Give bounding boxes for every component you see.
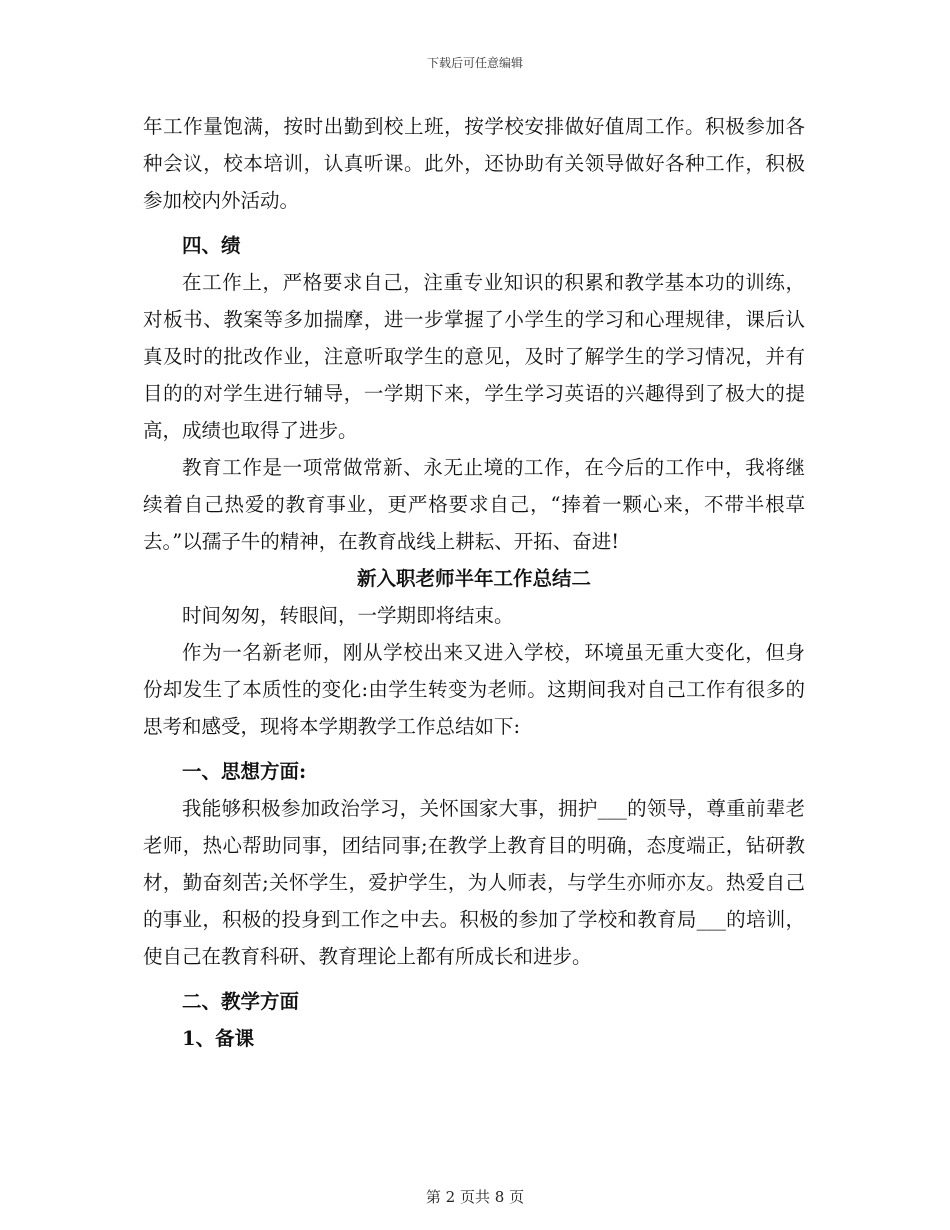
paragraph: 教育工作是一项常做常新、永无止境的工作，在今后的工作中，我将继续着自己热爱的教育事业，更严格要求自己，“捧着一颗心来，不带半根草去。”以孺子牛的精神，在教育战线上耕耘、开拓、奋进! [143, 456, 805, 553]
sub-heading: 1、备课 [182, 1027, 255, 1050]
document-body [143, 108, 805, 1057]
section-title: 新入职老师半年工作总结二 [356, 567, 591, 590]
paragraph: 我能够积极参加政治学习，关怀国家大事，拥护___的领导，尊重前辈老老师，热心帮助同事，团结同事;在教学上教育目的明确，态度端正，钻研教材，勤奋刻苦;关怀学生，爱护学生，为人师表，与学生亦师亦友。热爱自己的事业，积极的投身到工作之中去。积极的参加了学校和教育局___的培训，使自己在教育科研、教育理论上都有所成长和进步。 [143, 797, 805, 968]
section-heading: 一、思想方面: [182, 760, 307, 783]
paragraph: 作为一名新老师，刚从学校出来又进入学校，环境虽无重大变化，但身份却发生了本质性的变化:由学生转变为老师。这期间我对自己工作有很多的思考和感受，现将本学期教学工作总结如下: [143, 641, 805, 738]
paragraph: 在工作上，严格要求自己，注重专业知识的积累和教学基本功的训练，对板书、教案等多加揣摩，进一步掌握了小学生的学习和心理规律，课后认真及时的批改作业，注意听取学生的意见，及时了解学生的学习情况，并有目的的对学生进行辅导，一学期下来，学生学习英语的兴趣得到了极大的提高，成绩也取得了进步。 [143, 271, 805, 442]
page-footer: 第 2 页共 8 页 [425, 1188, 525, 1206]
section-heading: 四、绩 [182, 234, 241, 257]
paragraph: 时间匆匆，转眼间，一学期即将结束。 [182, 604, 514, 627]
section-heading: 二、教学方面 [182, 990, 300, 1013]
page-header: 下载后可任意编辑 [426, 56, 523, 70]
paragraph: 年工作量饱满，按时出勤到校上班，按学校安排做好值周工作。积极参加各种会议，校本培训，认真听课。此外，还协助有关领导做好各种工作，积极参加校内外活动。 [143, 115, 805, 212]
